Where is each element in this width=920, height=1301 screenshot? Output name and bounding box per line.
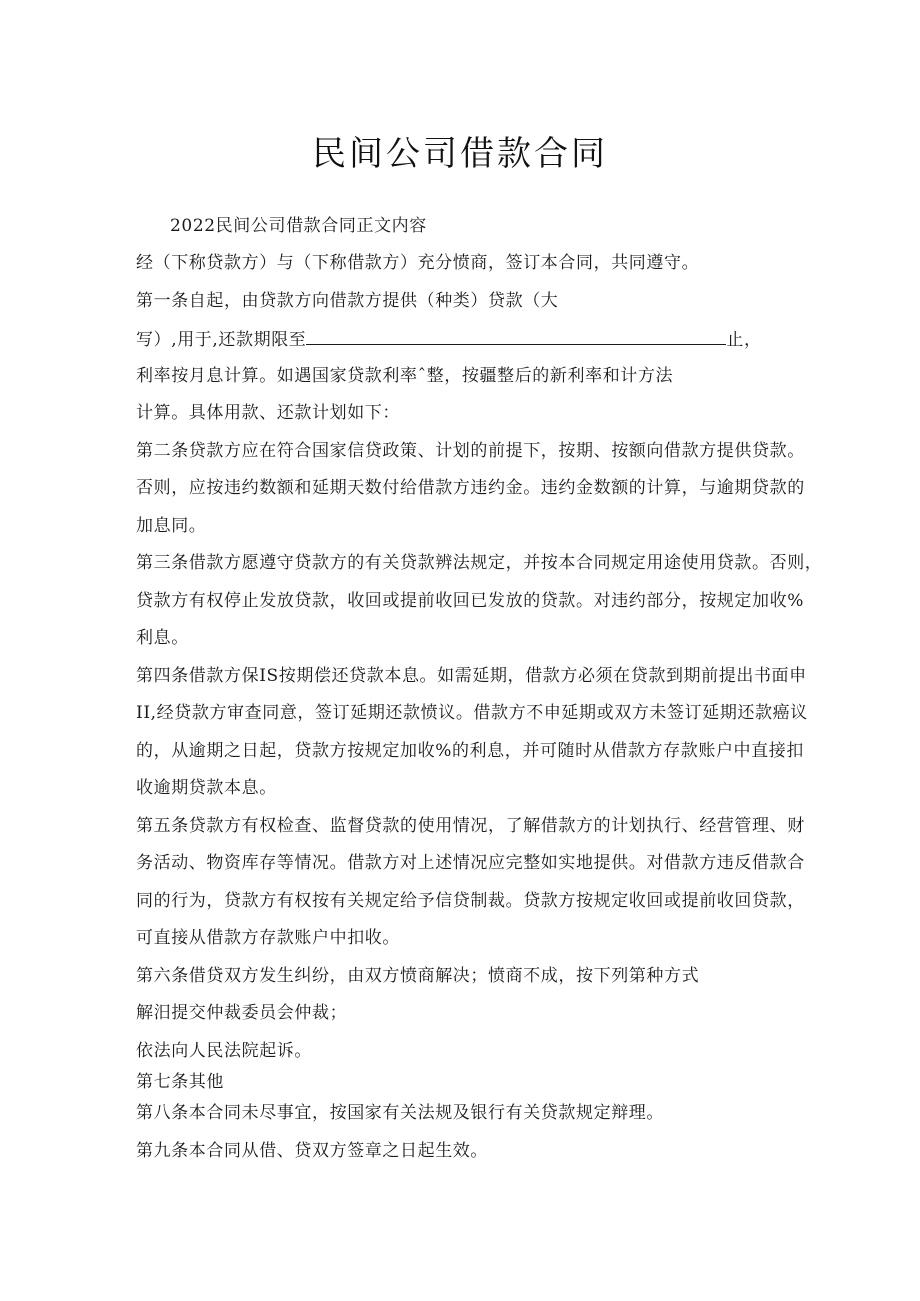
article-2-line: 加息同。	[136, 516, 207, 536]
article-5-line: 可直接从借款方存款账户中扣收。	[136, 928, 400, 948]
article-1-line: 第一条自起，由贷款方向借款方提供（种类）贷款（大	[136, 291, 559, 311]
article-6-line: 第六条借贷双方发生纠纷，由双方愤商解决；愤商不成，按下列第种方式	[136, 966, 700, 986]
article-3-line: 第三条借款方愿遵守贷款方的有关贷款辨法规定，并按本合同规定用途使用贷款。否则，	[136, 553, 823, 573]
article-5-line: 务活动、物资库存等情况。借款方对上述情况应完整如实地提供。对借款方违反借款合	[136, 853, 805, 873]
article-4-line: 的，从逾期之日起，贷款方按规定加收%的利息，并可随时从借款方存款账户中直接扣	[136, 741, 804, 761]
article-1-line: 计算。具体用款、还款计划如下：	[136, 403, 400, 423]
article-1-blank-line	[136, 326, 762, 352]
article-4-line: 第四条借款方保IS按期偿还贷款本息。如需延期，借款方必须在贷款到期前提出书面申	[136, 666, 807, 686]
article-1-line-start: 写）,用于,还款期限至	[136, 330, 307, 350]
article-1-line: 利率按月息计算。如遇国家贷款利率ˆ整，按疆整后的新利率和计方法	[136, 366, 674, 386]
article-7-line: 第七条其他	[136, 1072, 224, 1092]
document-title: 民间公司借款合同	[312, 134, 608, 174]
article-4-line: 收逾期贷款本息。	[136, 778, 277, 798]
article-4-line: II,经贷款方审查同意，签订延期还款愤议。借款方不申延期或双方未签订延期还款癌议	[136, 703, 808, 723]
article-3-line: 贷款方有权停止发放贷款，收回或提前收回已发放的贷款。对违约部分，按规定加收%	[136, 591, 804, 611]
article-6-line: 解汨提交仲裁委员会仲裁；	[136, 1003, 348, 1023]
article-2-line: 否则，应按违约数额和延期天数付给借款方违约金。违约金数额的计算，与逾期贷款的	[136, 478, 805, 498]
paragraph-line: 经（下称贷款方）与（下称借款方）充分愤商，签订本合同，共同遵守。	[136, 253, 700, 273]
article-5-line: 第五条贷款方有权检查、监督贷款的使用情况，了解借款方的计划执行、经营管理、财	[136, 816, 805, 836]
article-1-line-end: 止，	[726, 330, 762, 350]
article-6-line: 依法向人民法院起诉。	[136, 1041, 312, 1061]
article-5-line: 同的行为，贷款方有权按有关规定给予信贷制裁。贷款方按规定收回或提前收回贷款，	[136, 891, 805, 911]
article-2-line: 第二条贷款方应在符合国家信贷政策、计划的前提下，按期、按额向借款方提供贷款。	[136, 441, 805, 461]
article-9-line: 第九条本合同从借、贷双方签章之日起生效。	[136, 1141, 488, 1161]
article-8-line: 第八条本合同未尽事宜，按国家有关法规及银行有关贷款规定辩理。	[136, 1103, 664, 1123]
intro-line: 2022民间公司借款合同正文内容	[170, 216, 427, 236]
repayment-date-blank	[306, 326, 726, 345]
article-3-line: 利息。	[136, 628, 189, 648]
